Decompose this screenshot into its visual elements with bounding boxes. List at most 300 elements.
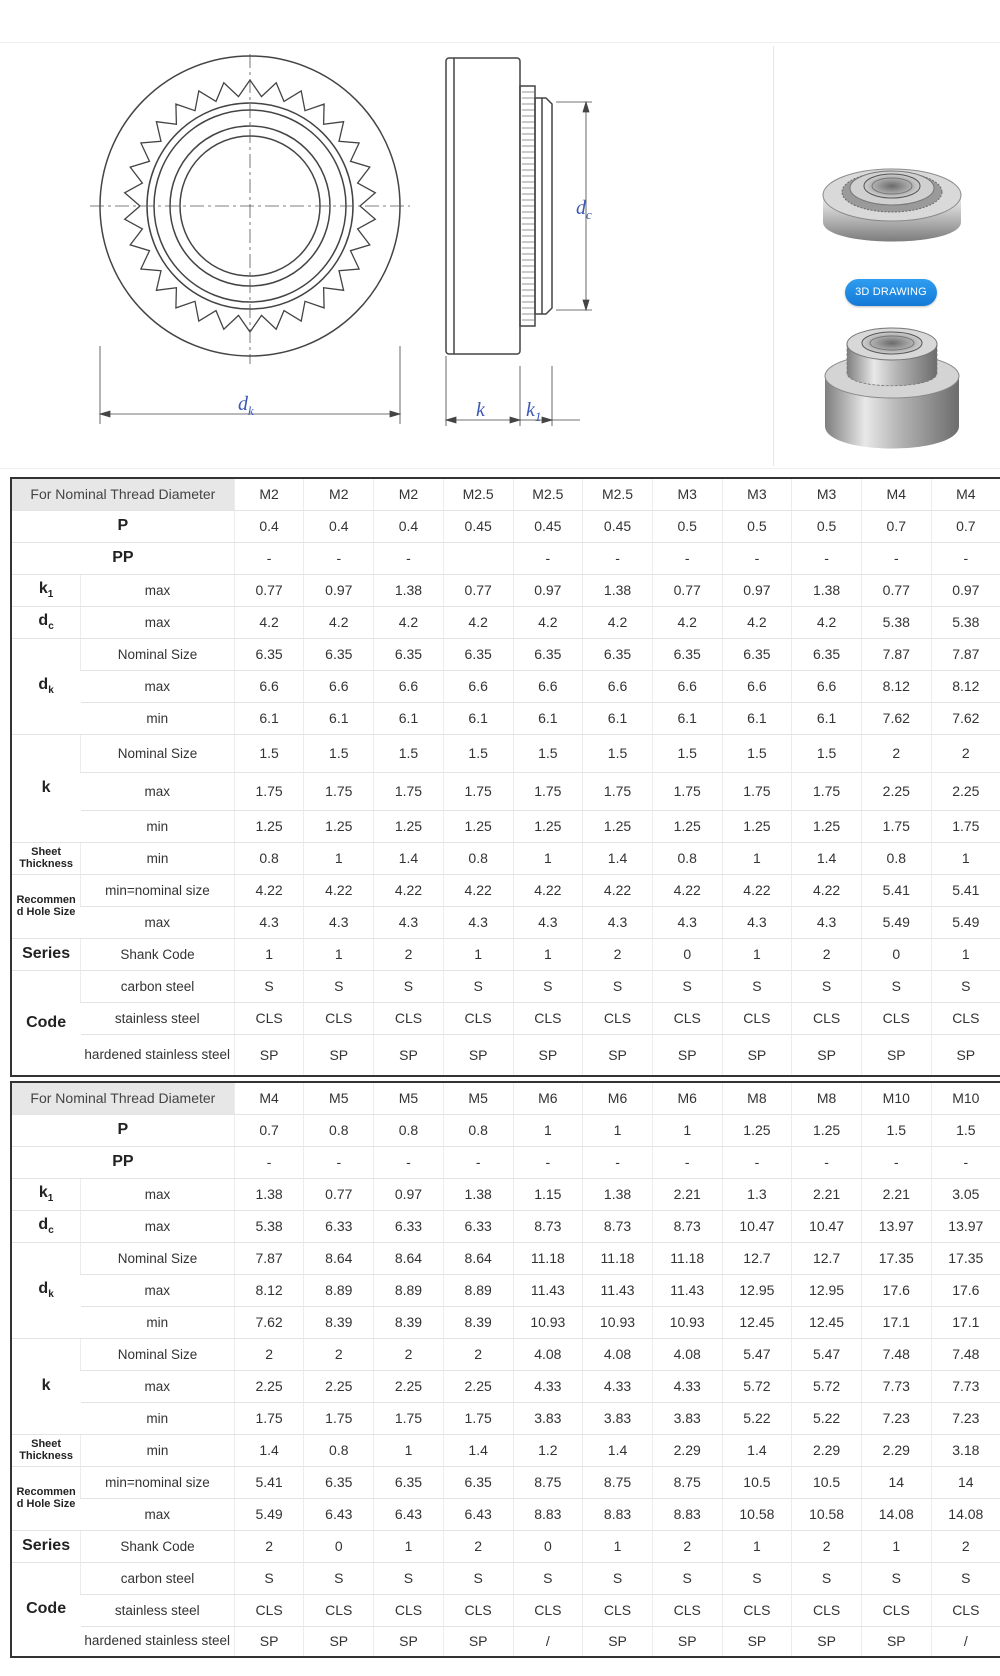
dk-min-cell: 6.1 bbox=[304, 702, 374, 734]
row-p bbox=[11, 510, 1000, 542]
hardened-stainless-cell: / bbox=[931, 1626, 1000, 1657]
k1-max-cell: 2.21 bbox=[861, 1178, 931, 1210]
k-nominal-cell: 2 bbox=[861, 734, 931, 772]
dk-nominal-cell: 6.35 bbox=[652, 638, 722, 670]
dk-min-cell: 8.39 bbox=[304, 1306, 374, 1338]
row-k-nominal bbox=[11, 1338, 1000, 1370]
hole-max-cell: 6.43 bbox=[304, 1498, 374, 1530]
shank-code-cell: 2 bbox=[792, 938, 862, 970]
p-cell: 1.25 bbox=[792, 1114, 862, 1146]
dc-max-cell: 4.2 bbox=[234, 606, 304, 638]
k-nominal-cell: 2 bbox=[234, 1338, 304, 1370]
dim-dk-label: d bbox=[238, 393, 248, 415]
top-divider bbox=[0, 42, 1000, 43]
dk-nominal-cell: 12.7 bbox=[722, 1242, 792, 1274]
dk-nominal-cell: 11.18 bbox=[652, 1242, 722, 1274]
k1-max-cell: 1.38 bbox=[583, 574, 653, 606]
k-nominal-cell: 2 bbox=[304, 1338, 374, 1370]
dk-max-cell: 8.89 bbox=[374, 1274, 444, 1306]
pp-cell: - bbox=[792, 1146, 862, 1178]
k-min-cell: 1.25 bbox=[722, 810, 792, 842]
k-nominal-cell: 4.08 bbox=[513, 1338, 583, 1370]
hardened-stainless-cell: SP bbox=[722, 1626, 792, 1657]
dk-nominal-cell: 6.35 bbox=[374, 638, 444, 670]
hole-max-cell: 5.49 bbox=[931, 906, 1000, 938]
row-stainless-steel bbox=[11, 1002, 1000, 1034]
stainless-steel-cell: CLS bbox=[931, 1002, 1000, 1034]
sheet-min-cell: 1.4 bbox=[722, 1434, 792, 1466]
pp-cell: - bbox=[722, 542, 792, 574]
k-min-cell: 1.25 bbox=[234, 810, 304, 842]
carbon-steel-cell: S bbox=[861, 1562, 931, 1594]
row-dc-max bbox=[11, 606, 1000, 638]
hardened-stainless-cell: SP bbox=[304, 1034, 374, 1076]
stainless-steel-cell: CLS bbox=[652, 1002, 722, 1034]
hole-min-cell: 4.22 bbox=[304, 874, 374, 906]
hole-max-cell: 10.58 bbox=[792, 1498, 862, 1530]
carbon-steel-cell: S bbox=[234, 1562, 304, 1594]
pp-cell: - bbox=[792, 542, 862, 574]
row-dk-max bbox=[11, 1274, 1000, 1306]
hardened-stainless-cell: SP bbox=[792, 1626, 862, 1657]
dk-min-cell: 10.93 bbox=[583, 1306, 653, 1338]
size-cell: M6 bbox=[513, 1082, 583, 1114]
dk-symbol: d bbox=[38, 675, 49, 693]
size-cell: M8 bbox=[792, 1082, 862, 1114]
nut-render-top-image bbox=[817, 150, 967, 260]
shank-code-cell: 1 bbox=[722, 1530, 792, 1562]
hole-max-cell: 4.3 bbox=[234, 906, 304, 938]
svg-text:dc bbox=[576, 197, 592, 222]
hardened-stainless-cell: SP bbox=[583, 1626, 653, 1657]
sheet-min-cell: 2.29 bbox=[652, 1434, 722, 1466]
hole-min-cell: 14 bbox=[931, 1466, 1000, 1498]
pp-cell: - bbox=[931, 1146, 1000, 1178]
stainless-steel-cell: CLS bbox=[861, 1002, 931, 1034]
k1-label bbox=[11, 1178, 81, 1210]
pp-cell bbox=[443, 542, 513, 574]
dc-label bbox=[11, 1210, 81, 1242]
stainless-steel-cell: CLS bbox=[304, 1002, 374, 1034]
shank-code-label: Shank Code bbox=[81, 938, 235, 970]
row-series bbox=[11, 938, 1000, 970]
p-cell: 0.7 bbox=[861, 510, 931, 542]
p-cell: 0.7 bbox=[931, 510, 1000, 542]
hole-max-cell: 4.3 bbox=[583, 906, 653, 938]
stainless-steel-cell: CLS bbox=[234, 1002, 304, 1034]
k-nominal-cell: 2 bbox=[443, 1338, 513, 1370]
dk-max-cell: 6.6 bbox=[722, 670, 792, 702]
header-label: For Nominal Thread Diameter bbox=[11, 478, 234, 510]
hole-max-cell: 8.83 bbox=[513, 1498, 583, 1530]
dk-min-cell: 8.39 bbox=[374, 1306, 444, 1338]
dim-k1-label: k bbox=[526, 399, 535, 421]
sheet-min-cell: 1 bbox=[374, 1434, 444, 1466]
max-label: max bbox=[81, 670, 235, 702]
hole-min-cell: 8.75 bbox=[513, 1466, 583, 1498]
dk-min-cell: 12.45 bbox=[722, 1306, 792, 1338]
dk-max-cell: 11.43 bbox=[583, 1274, 653, 1306]
stainless-steel-cell: CLS bbox=[443, 1594, 513, 1626]
k-max-cell: 2.25 bbox=[443, 1370, 513, 1402]
max-label: max bbox=[81, 606, 235, 638]
hole-min-cell: 6.35 bbox=[304, 1466, 374, 1498]
row-hole-max bbox=[11, 1498, 1000, 1530]
k-nominal-cell: 5.47 bbox=[722, 1338, 792, 1370]
dc-max-cell: 5.38 bbox=[931, 606, 1000, 638]
p-cell: 1 bbox=[652, 1114, 722, 1146]
carbon-steel-cell: S bbox=[374, 1562, 444, 1594]
hole-min-cell: 8.75 bbox=[652, 1466, 722, 1498]
k-min-cell: 1.75 bbox=[861, 810, 931, 842]
dk-max-cell: 6.6 bbox=[374, 670, 444, 702]
dk-nominal-cell: 11.18 bbox=[583, 1242, 653, 1274]
min-label: min bbox=[81, 702, 235, 734]
svg-text:k1 bbox=[526, 399, 541, 424]
hardened-stainless-cell: SP bbox=[722, 1034, 792, 1076]
dc-max-cell: 13.97 bbox=[861, 1210, 931, 1242]
shank-code-cell: 1 bbox=[234, 938, 304, 970]
k-nominal-cell: 1.5 bbox=[722, 734, 792, 772]
row-sheet-thickness bbox=[11, 1434, 1000, 1466]
row-hardened-stainless bbox=[11, 1626, 1000, 1657]
k1-max-cell: 3.05 bbox=[931, 1178, 1000, 1210]
carbon-steel-cell: S bbox=[234, 970, 304, 1002]
k1-max-cell: 0.97 bbox=[722, 574, 792, 606]
k-min-cell: 1.25 bbox=[652, 810, 722, 842]
carbon-steel-cell: S bbox=[931, 970, 1000, 1002]
hole-max-cell: 5.49 bbox=[861, 906, 931, 938]
dk-max-cell: 12.95 bbox=[792, 1274, 862, 1306]
stainless-steel-cell: CLS bbox=[931, 1594, 1000, 1626]
hardened-stainless-cell: / bbox=[513, 1626, 583, 1657]
carbon-steel-cell: S bbox=[792, 970, 862, 1002]
hole-size-label: Recommen d Hole Size bbox=[11, 874, 81, 938]
k-max-cell: 4.33 bbox=[513, 1370, 583, 1402]
dk-nominal-cell: 6.35 bbox=[513, 638, 583, 670]
hardened-stainless-cell: SP bbox=[652, 1626, 722, 1657]
hole-max-cell: 4.3 bbox=[304, 906, 374, 938]
max-label: max bbox=[81, 772, 235, 810]
stainless-steel-cell: CLS bbox=[234, 1594, 304, 1626]
pp-cell: - bbox=[234, 542, 304, 574]
dk-nominal-cell: 8.64 bbox=[374, 1242, 444, 1274]
row-pp bbox=[11, 1146, 1000, 1178]
size-cell: M10 bbox=[931, 1082, 1000, 1114]
hole-min-cell: 4.22 bbox=[374, 874, 444, 906]
hole-max-cell: 4.3 bbox=[722, 906, 792, 938]
header-label: For Nominal Thread Diameter bbox=[11, 1082, 234, 1114]
k-nominal-cell: 2 bbox=[374, 1338, 444, 1370]
k-nominal-cell: 1.5 bbox=[443, 734, 513, 772]
hole-max-cell: 4.3 bbox=[513, 906, 583, 938]
stainless-steel-cell: CLS bbox=[304, 1594, 374, 1626]
dk-max-cell: 6.6 bbox=[792, 670, 862, 702]
side-view-drawing bbox=[440, 46, 600, 436]
carbon-steel-cell: S bbox=[931, 1562, 1000, 1594]
p-cell: 1.5 bbox=[931, 1114, 1000, 1146]
pp-cell: - bbox=[443, 1146, 513, 1178]
row-k1-max bbox=[11, 1178, 1000, 1210]
k-nominal-cell: 4.08 bbox=[652, 1338, 722, 1370]
code-label: Code bbox=[11, 1562, 81, 1657]
hole-max-cell: 6.43 bbox=[374, 1498, 444, 1530]
shank-code-cell: 2 bbox=[931, 1530, 1000, 1562]
size-cell: M3 bbox=[652, 478, 722, 510]
hole-min-cell: 4.22 bbox=[443, 874, 513, 906]
k-nominal-cell: 1.5 bbox=[583, 734, 653, 772]
stainless-steel-cell: CLS bbox=[722, 1002, 792, 1034]
k-max-cell: 1.75 bbox=[652, 772, 722, 810]
dk-max-cell: 6.6 bbox=[513, 670, 583, 702]
k-max-cell: 2.25 bbox=[861, 772, 931, 810]
p-cell: 0.4 bbox=[234, 510, 304, 542]
dim-dc-label: d bbox=[576, 197, 586, 219]
k-max-cell: 1.75 bbox=[374, 772, 444, 810]
dk-label bbox=[11, 638, 81, 734]
pp-cell: - bbox=[513, 1146, 583, 1178]
spec-table-1 bbox=[10, 477, 1000, 1077]
hardened-stainless-cell: SP bbox=[792, 1034, 862, 1076]
k1-max-cell: 1.15 bbox=[513, 1178, 583, 1210]
max-label: max bbox=[81, 574, 235, 606]
dk-min-cell: 6.1 bbox=[234, 702, 304, 734]
carbon-steel-cell: S bbox=[304, 970, 374, 1002]
hole-max-cell: 14.08 bbox=[861, 1498, 931, 1530]
hole-max-cell: 6.43 bbox=[443, 1498, 513, 1530]
dk-symbol-sub: k bbox=[48, 685, 54, 697]
p-cell: 0.8 bbox=[443, 1114, 513, 1146]
k-nominal-cell: 1.5 bbox=[513, 734, 583, 772]
size-cell: M6 bbox=[583, 1082, 653, 1114]
dc-max-cell: 6.33 bbox=[304, 1210, 374, 1242]
size-cell: M2.5 bbox=[443, 478, 513, 510]
hole-max-cell: 5.49 bbox=[234, 1498, 304, 1530]
p-cell: 0.4 bbox=[374, 510, 444, 542]
hole-max-cell: 4.3 bbox=[374, 906, 444, 938]
front-view-drawing bbox=[90, 46, 410, 436]
hardened-stainless-label: hardened stainless steel bbox=[81, 1034, 235, 1076]
hole-max-cell: 4.3 bbox=[792, 906, 862, 938]
carbon-steel-cell: S bbox=[513, 970, 583, 1002]
dk-min-cell: 8.39 bbox=[443, 1306, 513, 1338]
hardened-stainless-cell: SP bbox=[583, 1034, 653, 1076]
sheet-min-cell: 1.2 bbox=[513, 1434, 583, 1466]
dk-nominal-cell: 12.7 bbox=[792, 1242, 862, 1274]
k-nominal-cell: 1.5 bbox=[234, 734, 304, 772]
sheet-min-cell: 0.8 bbox=[861, 842, 931, 874]
k1-max-cell: 0.77 bbox=[304, 1178, 374, 1210]
dc-symbol: d bbox=[38, 1215, 49, 1233]
shank-code-cell: 1 bbox=[513, 938, 583, 970]
hole-max-cell: 8.83 bbox=[652, 1498, 722, 1530]
row-dk-nominal bbox=[11, 1242, 1000, 1274]
p-cell: 0.7 bbox=[234, 1114, 304, 1146]
carbon-steel-cell: S bbox=[443, 1562, 513, 1594]
dim-k-label: k bbox=[476, 399, 485, 421]
sheet-min-cell: 0.8 bbox=[443, 842, 513, 874]
stainless-steel-cell: CLS bbox=[583, 1002, 653, 1034]
hardened-stainless-cell: SP bbox=[861, 1626, 931, 1657]
k1-max-cell: 0.97 bbox=[513, 574, 583, 606]
carbon-steel-cell: S bbox=[374, 970, 444, 1002]
shank-code-cell: 1 bbox=[861, 1530, 931, 1562]
min-label: min bbox=[81, 1434, 235, 1466]
dc-max-cell: 6.33 bbox=[443, 1210, 513, 1242]
carbon-steel-cell: S bbox=[652, 970, 722, 1002]
row-k-max bbox=[11, 1370, 1000, 1402]
hole-size-label: Recommen d Hole Size bbox=[11, 1466, 81, 1530]
stainless-steel-cell: CLS bbox=[583, 1594, 653, 1626]
stainless-steel-cell: CLS bbox=[513, 1002, 583, 1034]
hardened-stainless-cell: SP bbox=[443, 1034, 513, 1076]
size-cell: M2.5 bbox=[513, 478, 583, 510]
dk-nominal-cell: 6.35 bbox=[304, 638, 374, 670]
p-cell: 0.45 bbox=[443, 510, 513, 542]
k-nominal-cell: 7.48 bbox=[931, 1338, 1000, 1370]
carbon-steel-cell: S bbox=[583, 1562, 653, 1594]
dk-max-cell: 8.12 bbox=[861, 670, 931, 702]
dc-symbol-sub: c bbox=[48, 1225, 54, 1237]
sheet-min-cell: 1 bbox=[304, 842, 374, 874]
dk-min-cell: 6.1 bbox=[443, 702, 513, 734]
hole-min-cell: 4.22 bbox=[792, 874, 862, 906]
shank-code-cell: 0 bbox=[652, 938, 722, 970]
max-label: max bbox=[81, 1370, 235, 1402]
dk-symbol-sub: k bbox=[48, 1289, 54, 1301]
max-label: max bbox=[81, 1274, 235, 1306]
k-nominal-cell: 5.47 bbox=[792, 1338, 862, 1370]
size-cell: M4 bbox=[861, 478, 931, 510]
k-max-cell: 1.75 bbox=[792, 772, 862, 810]
dk-max-cell: 6.6 bbox=[583, 670, 653, 702]
k1-label bbox=[11, 574, 81, 606]
k1-max-cell: 2.21 bbox=[792, 1178, 862, 1210]
carbon-steel-cell: S bbox=[652, 1562, 722, 1594]
k1-max-cell: 1.38 bbox=[792, 574, 862, 606]
dk-min-cell: 6.1 bbox=[583, 702, 653, 734]
p-cell: 1 bbox=[583, 1114, 653, 1146]
hole-min-cell: 4.22 bbox=[234, 874, 304, 906]
carbon-steel-cell: S bbox=[722, 1562, 792, 1594]
max-label: max bbox=[81, 1498, 235, 1530]
k-max-cell: 1.75 bbox=[304, 772, 374, 810]
carbon-steel-cell: S bbox=[513, 1562, 583, 1594]
k1-max-cell: 0.77 bbox=[861, 574, 931, 606]
k-max-cell: 5.72 bbox=[792, 1370, 862, 1402]
row-dk-min bbox=[11, 702, 1000, 734]
pp-cell: - bbox=[304, 1146, 374, 1178]
hole-max-cell: 4.3 bbox=[443, 906, 513, 938]
pp-cell: - bbox=[583, 542, 653, 574]
k1-max-cell: 1.3 bbox=[722, 1178, 792, 1210]
dk-min-cell: 7.62 bbox=[861, 702, 931, 734]
hole-max-cell: 10.58 bbox=[722, 1498, 792, 1530]
shank-code-cell: 2 bbox=[374, 938, 444, 970]
stainless-steel-cell: CLS bbox=[792, 1002, 862, 1034]
k1-max-cell: 1.38 bbox=[583, 1178, 653, 1210]
dc-symbol: d bbox=[38, 611, 49, 629]
hole-min-cell: 8.75 bbox=[583, 1466, 653, 1498]
size-cell: M10 bbox=[861, 1082, 931, 1114]
pp-cell: - bbox=[652, 1146, 722, 1178]
row-series bbox=[11, 1530, 1000, 1562]
p-label: P bbox=[11, 1114, 234, 1146]
hole-min-cell: 6.35 bbox=[443, 1466, 513, 1498]
dk-nominal-cell: 6.35 bbox=[443, 638, 513, 670]
p-cell: 0.5 bbox=[652, 510, 722, 542]
sheet-min-cell: 1.4 bbox=[583, 1434, 653, 1466]
k1-max-cell: 0.77 bbox=[234, 574, 304, 606]
dc-max-cell: 4.2 bbox=[304, 606, 374, 638]
hole-min-cell: 4.22 bbox=[722, 874, 792, 906]
dc-max-cell: 8.73 bbox=[513, 1210, 583, 1242]
dim-dc-subscript: c bbox=[586, 207, 592, 222]
row-k-min bbox=[11, 810, 1000, 842]
dc-max-cell: 5.38 bbox=[861, 606, 931, 638]
pp-cell: - bbox=[652, 542, 722, 574]
dk-max-cell: 8.89 bbox=[443, 1274, 513, 1306]
hardened-stainless-cell: SP bbox=[931, 1034, 1000, 1076]
svg-text:dk bbox=[238, 393, 254, 418]
row-dc-max bbox=[11, 1210, 1000, 1242]
dk-max-cell: 6.6 bbox=[304, 670, 374, 702]
carbon-steel-cell: S bbox=[443, 970, 513, 1002]
row-dk-nominal bbox=[11, 638, 1000, 670]
size-cell: M4 bbox=[931, 478, 1000, 510]
k1-max-cell: 0.77 bbox=[652, 574, 722, 606]
dk-max-cell: 8.12 bbox=[931, 670, 1000, 702]
hardened-stainless-cell: SP bbox=[513, 1034, 583, 1076]
max-label: max bbox=[81, 1210, 235, 1242]
hole-min-cell: 4.22 bbox=[652, 874, 722, 906]
sheet-thickness-label: Sheet Thickness bbox=[11, 842, 81, 874]
p-label: P bbox=[11, 510, 234, 542]
shank-code-cell: 0 bbox=[861, 938, 931, 970]
dk-nominal-cell: 11.18 bbox=[513, 1242, 583, 1274]
hole-min-cell: 10.5 bbox=[722, 1466, 792, 1498]
3d-drawing-button[interactable]: 3D DRAWING bbox=[845, 279, 937, 306]
carbon-steel-cell: S bbox=[861, 970, 931, 1002]
dc-max-cell: 4.2 bbox=[443, 606, 513, 638]
pp-cell: - bbox=[374, 1146, 444, 1178]
dc-label bbox=[11, 606, 81, 638]
min-label: min bbox=[81, 1306, 235, 1338]
dk-min-cell: 12.45 bbox=[792, 1306, 862, 1338]
k-min-cell: 5.22 bbox=[722, 1402, 792, 1434]
k-nominal-cell: 7.48 bbox=[861, 1338, 931, 1370]
dc-max-cell: 10.47 bbox=[722, 1210, 792, 1242]
shank-code-cell: 2 bbox=[583, 938, 653, 970]
dc-max-cell: 4.2 bbox=[374, 606, 444, 638]
k-min-cell: 1.75 bbox=[304, 1402, 374, 1434]
dk-nominal-cell: 8.64 bbox=[304, 1242, 374, 1274]
row-sheet-thickness bbox=[11, 842, 1000, 874]
dk-min-cell: 17.1 bbox=[861, 1306, 931, 1338]
k1-symbol: k bbox=[38, 1183, 48, 1201]
dk-nominal-cell: 17.35 bbox=[861, 1242, 931, 1274]
hole-max-cell: 8.83 bbox=[583, 1498, 653, 1530]
dc-max-cell: 5.38 bbox=[234, 1210, 304, 1242]
size-cell: M4 bbox=[234, 1082, 304, 1114]
shank-code-cell: 2 bbox=[443, 1530, 513, 1562]
carbon-steel-cell: S bbox=[792, 1562, 862, 1594]
dc-max-cell: 4.2 bbox=[722, 606, 792, 638]
dim-k1-subscript: 1 bbox=[534, 409, 542, 424]
k-label: k bbox=[11, 734, 81, 842]
row-thread-diameter bbox=[11, 1082, 1000, 1114]
min-label: min bbox=[81, 842, 235, 874]
